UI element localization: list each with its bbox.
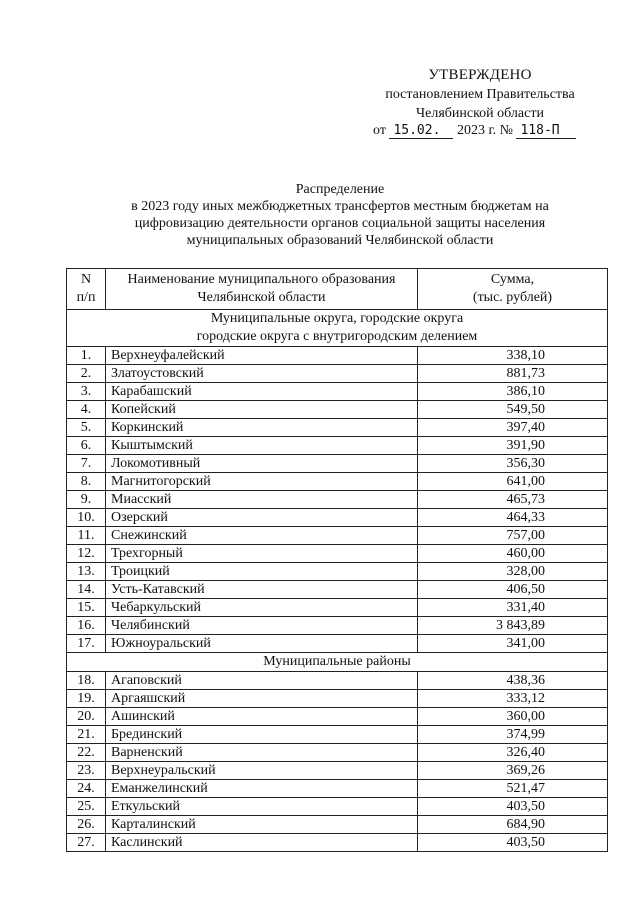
table-row (67, 419, 608, 437)
section-header-regions (67, 653, 608, 672)
row-name: Озерский (106, 509, 418, 527)
row-name: Верхнеуфалейский (106, 347, 418, 365)
row-sum: 460,00 (418, 545, 608, 563)
header-name (106, 269, 418, 310)
row-sum: 333,12 (418, 690, 608, 708)
row-sum: 391,90 (418, 437, 608, 455)
table-row (67, 672, 608, 690)
row-sum: 549,50 (418, 401, 608, 419)
header-sum-line-1: Сумма, (490, 272, 535, 287)
row-number: 12. (67, 545, 106, 563)
table-row (67, 347, 608, 365)
row-number: 1. (67, 347, 106, 365)
row-name: Еткульский (106, 798, 418, 816)
row-number: 25. (67, 798, 106, 816)
row-sum: 881,73 (418, 365, 608, 383)
row-number: 3. (67, 383, 106, 401)
table-row (67, 581, 608, 599)
table-row (67, 708, 608, 726)
header-sum-line-2: (тыс. рублей) (472, 290, 553, 305)
header-number-line-1: N (80, 272, 92, 287)
row-sum: 341,00 (418, 635, 608, 653)
table-row (67, 509, 608, 527)
row-sum: 757,00 (418, 527, 608, 545)
section-header-districts (67, 310, 608, 347)
approval-number: 118-П (516, 123, 576, 139)
header-name-line-2: Челябинской области (197, 290, 326, 305)
row-sum: 326,40 (418, 744, 608, 762)
row-name: Чебаркульский (106, 599, 418, 617)
table-row (67, 365, 608, 383)
table-row (67, 437, 608, 455)
table-row (67, 545, 608, 563)
document-title (70, 181, 610, 249)
table-row (67, 690, 608, 708)
table-row (67, 617, 608, 635)
row-sum: 356,30 (418, 455, 608, 473)
distribution-table (66, 268, 608, 852)
table-row (67, 401, 608, 419)
row-name: Варненский (106, 744, 418, 762)
table-row (67, 383, 608, 401)
table-row (67, 563, 608, 581)
row-number: 4. (67, 401, 106, 419)
row-sum: 641,00 (418, 473, 608, 491)
row-name: Карталинский (106, 816, 418, 834)
table-row (67, 726, 608, 744)
header-number (67, 269, 106, 310)
row-name: Ашинский (106, 708, 418, 726)
row-name: Верхнеуральский (106, 762, 418, 780)
row-name: Аргаяшский (106, 690, 418, 708)
row-name: Усть-Катавский (106, 581, 418, 599)
row-sum: 338,10 (418, 347, 608, 365)
section-1-line-1: Муниципальные округа, городские округа (210, 311, 464, 326)
table-header (67, 269, 608, 310)
row-sum: 3 843,89 (418, 617, 608, 635)
approval-title: УТВЕРЖДЕНО (428, 67, 532, 83)
row-number: 18. (67, 672, 106, 690)
row-sum: 397,40 (418, 419, 608, 437)
table-row (67, 635, 608, 653)
row-name: Миасский (106, 491, 418, 509)
row-sum: 438,36 (418, 672, 608, 690)
row-number: 22. (67, 744, 106, 762)
row-sum: 328,00 (418, 563, 608, 581)
row-number: 8. (67, 473, 106, 491)
row-sum: 684,90 (418, 816, 608, 834)
row-name: Локомотивный (106, 455, 418, 473)
approval-line-1: постановлением Правительства (385, 87, 575, 102)
table-row (67, 599, 608, 617)
header-name-line-1: Наименование муниципального образования (127, 272, 396, 287)
row-sum: 403,50 (418, 834, 608, 852)
header-number-line-2: п/п (76, 290, 96, 305)
row-name: Карабашский (106, 383, 418, 401)
approval-line-2: Челябинской области (416, 106, 544, 121)
row-number: 13. (67, 563, 106, 581)
row-name: Кыштымский (106, 437, 418, 455)
approval-date: 15.02. (389, 123, 453, 139)
row-sum: 464,33 (418, 509, 608, 527)
row-number: 15. (67, 599, 106, 617)
section-1-line-2: городские округа с внутригородским делением (196, 329, 478, 344)
row-sum: 465,73 (418, 491, 608, 509)
table-row (67, 744, 608, 762)
table-row (67, 780, 608, 798)
approval-date-line (373, 123, 576, 139)
row-sum: 369,26 (418, 762, 608, 780)
row-name: Агаповский (106, 672, 418, 690)
row-sum: 331,40 (418, 599, 608, 617)
approval-prefix: от (373, 123, 386, 138)
row-sum: 360,00 (418, 708, 608, 726)
title-line-4: муниципальных образований Челябинской области (186, 233, 494, 248)
row-number: 11. (67, 527, 106, 545)
row-name: Снежинский (106, 527, 418, 545)
header-sum (418, 269, 608, 310)
row-number: 17. (67, 635, 106, 653)
row-name: Брединский (106, 726, 418, 744)
table-row (67, 473, 608, 491)
row-name: Златоустовский (106, 365, 418, 383)
title-line-1: Распределение (295, 182, 385, 197)
table-row (67, 798, 608, 816)
row-number: 21. (67, 726, 106, 744)
row-number: 27. (67, 834, 106, 852)
row-number: 9. (67, 491, 106, 509)
row-sum: 386,10 (418, 383, 608, 401)
row-sum: 521,47 (418, 780, 608, 798)
row-number: 20. (67, 708, 106, 726)
table-row (67, 816, 608, 834)
table-row (67, 491, 608, 509)
row-name: Коркинский (106, 419, 418, 437)
row-name: Троицкий (106, 563, 418, 581)
row-name: Копейский (106, 401, 418, 419)
row-number: 16. (67, 617, 106, 635)
table-row (67, 455, 608, 473)
row-name: Южноуральский (106, 635, 418, 653)
row-name: Челябинский (106, 617, 418, 635)
table-row (67, 527, 608, 545)
row-number: 14. (67, 581, 106, 599)
row-sum: 403,50 (418, 798, 608, 816)
row-name: Еманжелинский (106, 780, 418, 798)
table-row (67, 762, 608, 780)
title-line-3: цифровизацию деятельности органов социальной защиты населения (134, 216, 546, 231)
row-number: 5. (67, 419, 106, 437)
row-name: Магнитогорский (106, 473, 418, 491)
row-number: 7. (67, 455, 106, 473)
row-number: 19. (67, 690, 106, 708)
row-number: 6. (67, 437, 106, 455)
row-number: 26. (67, 816, 106, 834)
row-sum: 406,50 (418, 581, 608, 599)
row-number: 2. (67, 365, 106, 383)
title-line-2: в 2023 году иных межбюджетных трансфертов местным бюджетам на (131, 199, 549, 214)
row-number: 24. (67, 780, 106, 798)
row-sum: 374,99 (418, 726, 608, 744)
row-number: 23. (67, 762, 106, 780)
row-name: Трехгорный (106, 545, 418, 563)
approval-year: 2023 г. № (456, 123, 513, 138)
row-number: 10. (67, 509, 106, 527)
section-title-2: Муниципальные районы (67, 653, 608, 672)
table-row (67, 834, 608, 852)
approval-block (360, 66, 600, 123)
section-title-1 (67, 310, 608, 347)
row-name: Каслинский (106, 834, 418, 852)
